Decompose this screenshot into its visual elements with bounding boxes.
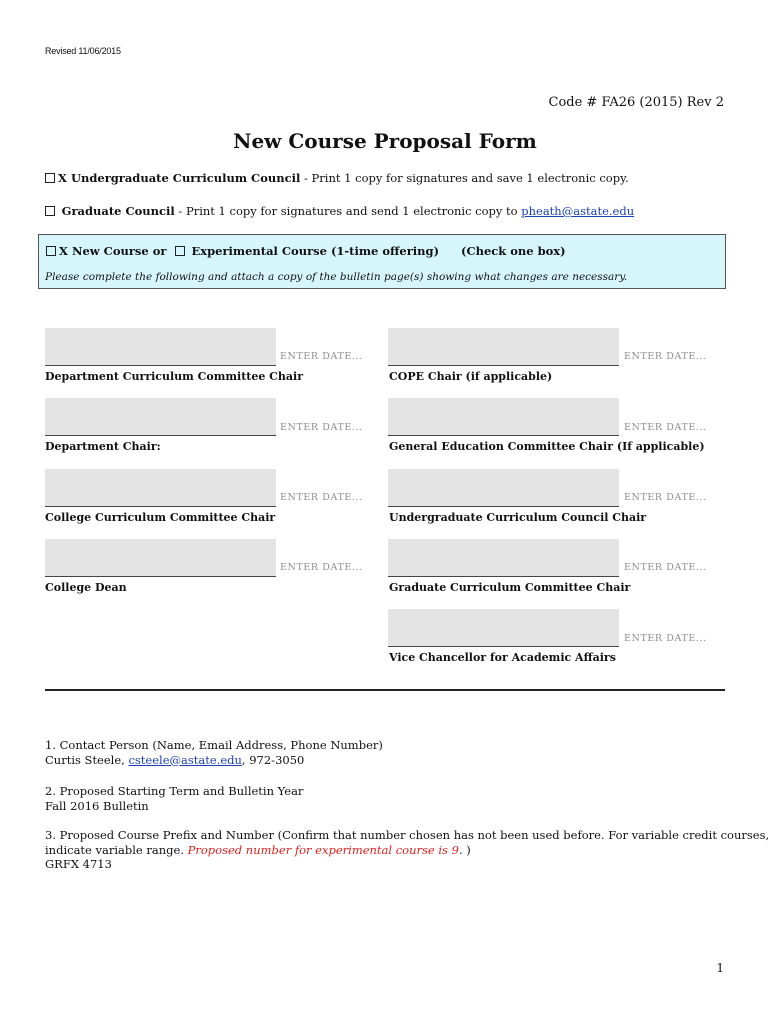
date-field-college-curriculum-chair[interactable]: ENTER DATE... xyxy=(280,492,363,503)
signature-field-dept-curriculum-chair[interactable] xyxy=(45,328,276,366)
question-2-answer: Fall 2016 Bulletin xyxy=(45,798,149,813)
label-dept-curriculum-chair: Department Curriculum Committee Chair xyxy=(45,370,304,383)
new-course-label: New Course xyxy=(71,244,149,258)
signature-field-gen-ed-chair[interactable] xyxy=(388,398,619,436)
signature-field-undergrad-council-chair[interactable] xyxy=(388,469,619,507)
course-type-row xyxy=(46,244,566,258)
date-field-undergrad-council-chair[interactable]: ENTER DATE... xyxy=(624,492,707,503)
label-college-dean: College Dean xyxy=(45,581,127,594)
date-field-gen-ed-chair[interactable]: ENTER DATE... xyxy=(624,422,707,433)
question-1 xyxy=(45,738,383,767)
signature-field-vice-chancellor[interactable] xyxy=(388,609,619,647)
grad-email-link[interactable]: pheath@astate.edu xyxy=(521,204,635,218)
contact-email-link[interactable]: csteele@astate.edu xyxy=(128,752,242,767)
date-field-college-dean[interactable]: ENTER DATE... xyxy=(280,562,363,573)
page-number: 1 xyxy=(716,961,724,975)
label-cope-chair: COPE Chair (if applicable) xyxy=(389,370,553,383)
course-type-section xyxy=(38,234,726,289)
signature-field-college-dean[interactable] xyxy=(45,539,276,577)
date-field-dept-chair[interactable]: ENTER DATE... xyxy=(280,422,363,433)
question-2 xyxy=(45,784,303,813)
label-vice-chancellor: Vice Chancellor for Academic Affairs xyxy=(389,651,616,664)
new-course-mark: X xyxy=(59,244,68,258)
undergrad-council-line xyxy=(45,171,629,185)
instructions-text: Please complete the following and attach a copy of the bulletin page(s) showing what changes are necessary. xyxy=(45,271,628,283)
question-3-label-cont: indicate variable range. xyxy=(45,842,188,857)
question-3 xyxy=(45,828,769,872)
question-3-label-line2 xyxy=(45,843,769,858)
grad-council-line xyxy=(45,204,634,218)
undergrad-checkbox[interactable] xyxy=(45,173,55,183)
label-dept-chair: Department Chair: xyxy=(45,440,161,453)
grad-checkbox[interactable] xyxy=(45,206,55,216)
page-title: New Course Proposal Form xyxy=(233,129,537,153)
date-field-grad-curriculum-chair[interactable]: ENTER DATE... xyxy=(624,562,707,573)
signature-field-dept-chair[interactable] xyxy=(45,398,276,436)
contact-name: Curtis Steele, xyxy=(45,752,129,767)
question-3-tail: . ) xyxy=(458,842,471,857)
undergrad-mark: X xyxy=(58,171,67,185)
date-field-dept-curriculum-chair[interactable]: ENTER DATE... xyxy=(280,351,363,362)
signature-field-grad-curriculum-chair[interactable] xyxy=(388,539,619,577)
question-2-label: 2. Proposed Starting Term and Bulletin Year xyxy=(45,784,304,798)
check-one-note: (Check one box) xyxy=(461,244,566,258)
revised-date: Revised 11/06/2015 xyxy=(45,46,121,56)
label-college-curriculum-chair: College Curriculum Committee Chair xyxy=(45,511,276,524)
section-divider xyxy=(45,689,725,691)
signature-field-cope-chair[interactable] xyxy=(388,328,619,366)
undergrad-council-name: Undergraduate Curriculum Council xyxy=(70,171,301,185)
undergrad-council-text: - Print 1 copy for signatures and save 1 electronic copy. xyxy=(300,171,629,185)
question-3-label: 3. Proposed Course Prefix and Number (Confirm that number chosen has not been used before. For variable credit courses, xyxy=(45,828,770,842)
experimental-number-note: Proposed number for experimental course is 9 xyxy=(187,842,459,857)
date-field-vice-chancellor[interactable]: ENTER DATE... xyxy=(624,633,707,644)
question-1-label: 1. Contact Person (Name, Email Address, Phone Number) xyxy=(45,738,383,752)
label-undergrad-council-chair: Undergraduate Curriculum Council Chair xyxy=(389,511,647,524)
label-gen-ed-chair: General Education Committee Chair (If applicable) xyxy=(389,440,705,453)
experimental-course-checkbox[interactable] xyxy=(175,246,185,256)
experimental-course-label: Experimental Course (1-time offering) xyxy=(191,244,440,258)
label-grad-curriculum-chair: Graduate Curriculum Committee Chair xyxy=(389,581,631,594)
form-code: Code # FA26 (2015) Rev 2 xyxy=(548,95,724,110)
question-1-answer xyxy=(45,753,383,768)
signature-field-college-curriculum-chair[interactable] xyxy=(45,469,276,507)
grad-council-text: - Print 1 copy for signatures and send 1 electronic copy to xyxy=(174,204,522,218)
date-field-cope-chair[interactable]: ENTER DATE... xyxy=(624,351,707,362)
question-3-answer: GRFX 4713 xyxy=(45,857,112,871)
grad-council-name: Graduate Council xyxy=(61,204,175,218)
new-course-checkbox[interactable] xyxy=(46,246,56,256)
or-label: or xyxy=(152,244,167,258)
contact-phone: , 972-3050 xyxy=(241,752,305,767)
